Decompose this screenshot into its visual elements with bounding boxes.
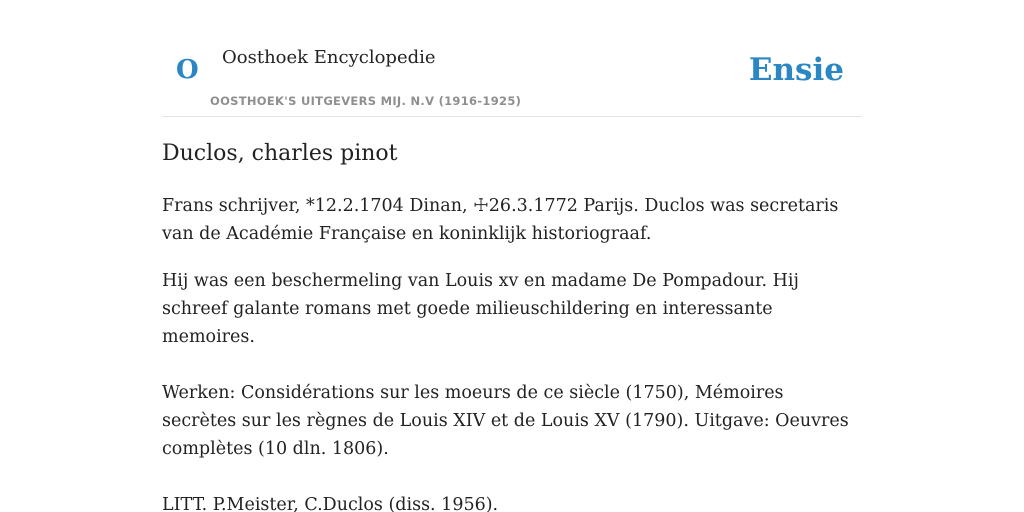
source-title[interactable]: Oosthoek Encyclopedie: [222, 47, 436, 68]
source-logo-icon: O: [176, 55, 199, 85]
article-paragraph: LITT. P.Meister, C.Duclos (diss. 1956).: [162, 495, 499, 512]
article-title: Duclos, charles pinot: [162, 141, 398, 166]
article-paragraph: Frans schrijver, *12.2.1704 Dinan, ☩26.3.1772 Parijs. Duclos was secretaris van de Académie Française en koninklijk historiograaf.: [162, 196, 839, 244]
article-paragraph: Werken: Considérations sur les moeurs de ce siècle (1750), Mémoires secrètes sur les règnes de Louis XIV et de Louis XV (1790). Uitgave: Oeuvres complètes (10 dln. 1806).: [162, 383, 849, 459]
source-subtitle: OOSTHOEK'S UITGEVERS MIJ. N.V (1916-1925): [210, 94, 522, 108]
article: [162, 138, 862, 512]
ensie-brand-link[interactable]: Ensie: [748, 52, 844, 88]
page-header: [162, 0, 862, 117]
article-paragraph: Hij was een beschermeling van Louis xv en madame De Pompadour. Hij schreef galante romans met goede milieuschildering en interessante memoires.: [162, 271, 799, 347]
